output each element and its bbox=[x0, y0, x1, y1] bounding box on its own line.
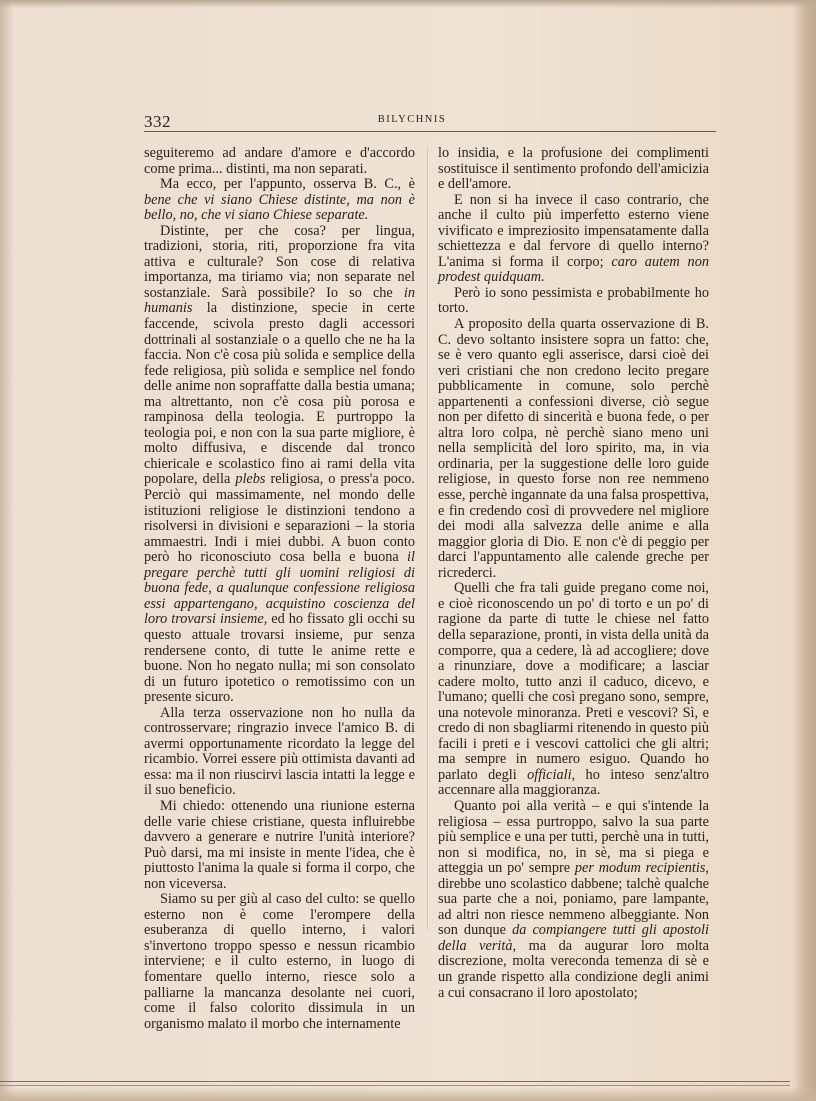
text-run: Distinte, per che cosa? per lingua, tradizioni, storia, riti, proporzione fra vita attiva e culturale? Son cose di relativa importanza, ma tiriamo via; non separate nel sostanziale. Sarà possibile? Io so che bbox=[144, 222, 415, 301]
italic-text: caro autem non prodest quidquam. bbox=[438, 253, 709, 286]
text-run: , ed ho fissato gli occhi su questo attuale trovarsi insieme, pur senza rendersene conto, di tutte le anime rette e buone. Non ho negato nulla; mi son consolato di un futuro ipotetico o remotissimo con un presente sicuro. bbox=[144, 611, 416, 706]
paragraph bbox=[144, 224, 415, 706]
paragraph bbox=[144, 892, 415, 1032]
text-run: , ma da augurar loro molta discrezione, molta vereconda temenza di sè e un grande rispetto alla condizione degli animi a cui consacrano il loro apostolato; bbox=[438, 937, 709, 1001]
paragraph bbox=[144, 177, 415, 224]
text-run: religiosa, o press'a poco. Perciò qui massimamente, nel mondo delle istituzioni religiose le distinzioni tendono a risolversi in divisioni e separazioni – la storia ammaestri. Indi i miei dubbi. A buon conto però ho riconosciuto cosa bella e buona bbox=[144, 471, 415, 566]
paragraph bbox=[438, 317, 709, 581]
text-run: A proposito della quarta osservazione di B. C. devo soltanto insistere sopra un fatto: che, se è vero quanto egli asserisce, darsi cioè dei veri cristiani che non credono lecito pregare pubblicamente in comune, solo perchè appartenenti a confessioni diverse, ciò segue non per difetto di sincerità e buona fede, o per altra loro colpa, nè perchè siano meno uni nella semplicità del loro spirito, ma, in via ordinaria, per la suggestione delle loro guide religiose, in questo forse non ree nemmeno esse, perchè ingannate da una falsa prospettiva, e fin credendo così di provvedere nel migliore dei modi alla salvezza delle anime e alla maggior gloria di Dio. E non c'è di peggio per darci l'appuntamento alle calende greche per ricrederci. bbox=[438, 316, 709, 581]
text-run: Mi chiedo: ottenendo una riunione esterna delle varie chiese cristiane, questa influirebbe davvero a generare e nutrire l'unità interiore? Può darsi, ma mi insiste in mente l'idea, che è piuttosto l'anima la quale si forma il corpo, che non viceversa. bbox=[144, 797, 415, 892]
text-run: E non si ha invece il caso contrario, che anche il culto più imperfetto esterno viene vivificato e impreziosito impensatamente dalla schiettezza e dal fervore di quello interno? L'anima si forma il corpo; bbox=[438, 191, 709, 270]
footer-rule bbox=[0, 1081, 790, 1082]
left-column bbox=[144, 146, 415, 1032]
text-run: , direbbe uno scolastico dabbene; talchè qualche sua parte che a noi, poniamo, pare lampante, ad altri non riesce nemmeno albeggiante. Non son dunque bbox=[438, 860, 709, 939]
paragraph bbox=[438, 799, 709, 1001]
running-title: BILYCHNIS bbox=[377, 114, 447, 125]
text-run: seguiteremo ad andare d'amore e d'accordo come prima... distinti, ma non separati. bbox=[144, 145, 415, 177]
text-run: , ho inteso senz'altro accennare alla maggioranza. bbox=[438, 766, 709, 799]
footer-rule-secondary bbox=[0, 1085, 790, 1086]
italic-text: da compiangere tutti gli apostoli della verità bbox=[438, 922, 709, 954]
paragraph bbox=[438, 193, 709, 286]
italic-text: bene che vi siano Chiese distinte, ma non è bello, no, che vi siano Chiese separate. bbox=[144, 191, 415, 224]
paragraph bbox=[438, 581, 709, 799]
text-run: Però io sono pessimista e probabilmente ho torto. bbox=[438, 284, 709, 317]
page-bottom-edge bbox=[0, 1087, 816, 1101]
paragraph bbox=[438, 146, 709, 193]
paragraph bbox=[438, 286, 709, 317]
paragraph bbox=[144, 706, 415, 799]
italic-text: officiali bbox=[527, 766, 572, 783]
italic-text: plebs bbox=[235, 471, 266, 488]
right-column bbox=[438, 146, 709, 1001]
italic-text: in humanis bbox=[144, 284, 415, 317]
header-rule bbox=[144, 131, 716, 132]
paragraph bbox=[144, 799, 415, 892]
page-right-edge bbox=[794, 0, 816, 1101]
text-run: lo insidia, e la profusione dei complimenti sostituisce il sentimento profondo dell'amicizia e dell'amore. bbox=[438, 145, 709, 193]
page-top-edge bbox=[0, 0, 816, 8]
text-run: Quelli che fra tali guide pregano come noi, e cioè riconoscendo un po' di torto e un po' di ragione da parte di tutte le chiese nel fatto della separazione, pronti, in vista della unità da comporre, qua a cedere, là ad accogliere; dove a rinunziare, dove a modificare; a lasciar cadere molto, tutto anzi il caduco, dicevo, e l'umano; quelli che così pregano sono, sempre, una notevole minoranza. Preti e vescovi? Sì, e credo di non sbagliarmi ritenendo in questo più facili i preti e i vescovi cattolici che gli altri; ma sempre in numero esiguo. Quando ho parlato degli bbox=[438, 580, 709, 783]
italic-text: il pregare perchè tutti gli uomini religiosi di buona fede, a qualunque confessione religiosa essi appartengano, acquistino coscienza del loro trovarsi insieme bbox=[144, 549, 415, 628]
column-gutter bbox=[427, 148, 428, 930]
text-run: Alla terza osservazione non ho nulla da controsservare; ringrazio invece l'amico B. di avermi opportunamente ricordato la legge del ricambio. Vorrei essere più ottimista davanti ad essa: ma il non riuscirvi lascia intatti la legge e il suo beneficio. bbox=[144, 704, 415, 799]
paragraph bbox=[144, 146, 415, 177]
page-number: 332 bbox=[144, 112, 171, 131]
text-run: Quanto poi alla verità – e qui s'intende la religiosa – essa purtroppo, salvo la sua parte più semplice e una per tutti, perchè una in tutti, non si modifica, no, in sè, ma si piega e atteggia un po' sempre bbox=[438, 797, 709, 877]
text-run: Siamo su per giù al caso del culto: se quello esterno non è come l'erompere della esuberanza di quello interno, i valori s'invertono troppo spesso e nessun ricambio interviene; e il culto esterno, in luogo di fomentare quello interno, riesce solo a palliarne la mancanza desolante nei cuori, come il falso colorito dissimula in un organismo malato il morbo che internamente bbox=[144, 891, 415, 1032]
text-run: Ma ecco, per l'appunto, osserva B. C., è bbox=[160, 176, 415, 193]
italic-text: per modum recipientis bbox=[574, 860, 706, 877]
text-run: la distinzione, specie in certe faccende, scivola presto dagli accessori dottrinali al sostanziale o a quello che ne ha la faccia. Non c'è cosa più solida e semplice della fede religiosa, più solida e semplice nel fondo delle anime non sopraffatte dalla bestia umana; ma altrettanto, non c'è cosa più porosa e rampinosa della teologia. E purtroppo la teologia poi, e non con la sua parte migliore, è molto diffusiva, e discende dal tronco chiericale e scolastico fino ai rami della vita popolare, della bbox=[144, 300, 415, 488]
